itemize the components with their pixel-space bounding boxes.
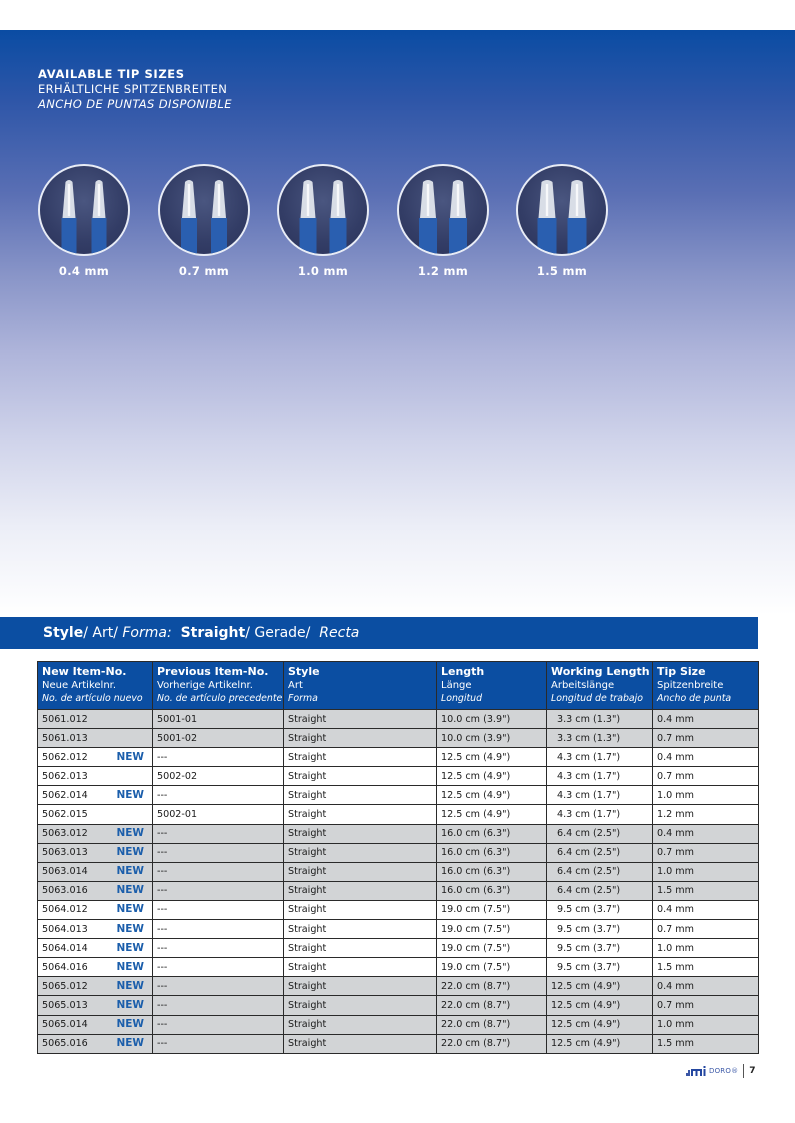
new-badge: NEW [116, 941, 144, 954]
cell-length: 12.5 cm (4.9") [437, 805, 547, 824]
cell-working-length: 4.3 cm (1.7") [547, 767, 653, 786]
cell-working-length: 4.3 cm (1.7") [547, 805, 653, 824]
header-style: Style Art Forma [284, 662, 437, 710]
cell-length: 12.5 cm (4.9") [437, 786, 547, 805]
cell-new-item-no: 5062.015 [38, 805, 153, 824]
cell-tip-size: 0.7 mm [653, 920, 759, 939]
new-badge: NEW [116, 884, 144, 897]
table-row [38, 958, 759, 977]
tip-item [277, 164, 369, 278]
tip-label: 0.7 mm [178, 264, 230, 278]
cell-new-item-no: NEW 5064.014 [38, 939, 153, 958]
brand-logo-text: DORO® [709, 1067, 739, 1075]
cell-new-item-no: 5061.012 [38, 710, 153, 729]
cell-working-length: 6.4 cm (2.5") [547, 862, 653, 881]
tweezer-tip-1-2-image [397, 164, 489, 256]
cell-tip-size: 0.4 mm [653, 710, 759, 729]
new-badge: NEW [116, 903, 144, 916]
new-badge: NEW [116, 865, 144, 878]
cell-style: Straight [284, 1034, 437, 1053]
tip-label: 1.0 mm [297, 264, 349, 278]
cell-working-length: 6.4 cm (2.5") [547, 843, 653, 862]
cell-previous-item-no: 5001-01 [153, 710, 284, 729]
cell-tip-size: 0.7 mm [653, 843, 759, 862]
cell-length: 16.0 cm (6.3") [437, 881, 547, 900]
tip-label: 0.4 mm [58, 264, 110, 278]
cell-style: Straight [284, 1015, 437, 1034]
tip-item [397, 164, 489, 278]
cell-style: Straight [284, 729, 437, 748]
cell-length: 16.0 cm (6.3") [437, 843, 547, 862]
cell-tip-size: 0.4 mm [653, 824, 759, 843]
banner-value-es: Recta [319, 625, 360, 641]
cell-length: 22.0 cm (8.7") [437, 1034, 547, 1053]
cell-previous-item-no: --- [153, 1034, 284, 1053]
cell-length: 16.0 cm (6.3") [437, 824, 547, 843]
heading-es: ANCHO DE PUNTAS DISPONIBLE [38, 97, 232, 111]
tweezer-tip-1-5-image [516, 164, 608, 256]
cell-working-length: 3.3 cm (1.3") [547, 710, 653, 729]
cell-tip-size: 1.0 mm [653, 786, 759, 805]
cell-previous-item-no: --- [153, 958, 284, 977]
cell-length: 10.0 cm (3.9") [437, 710, 547, 729]
cell-new-item-no: NEW 5062.012 [38, 748, 153, 767]
banner-style-es: Forma: [122, 625, 172, 641]
new-badge: NEW [116, 846, 144, 859]
banner-style-en: Style [43, 625, 84, 641]
cell-tip-size: 0.7 mm [653, 996, 759, 1015]
cell-tip-size: 0.7 mm [653, 767, 759, 786]
cell-style: Straight [284, 996, 437, 1015]
cell-length: 12.5 cm (4.9") [437, 748, 547, 767]
cell-working-length: 4.3 cm (1.7") [547, 786, 653, 805]
cell-previous-item-no: --- [153, 939, 284, 958]
cell-new-item-no: 5061.013 [38, 729, 153, 748]
cell-previous-item-no: 5001-02 [153, 729, 284, 748]
cell-new-item-no: NEW 5063.012 [38, 824, 153, 843]
table-row [38, 843, 759, 862]
cell-previous-item-no: --- [153, 1015, 284, 1034]
banner-value-en: Straight [180, 625, 246, 641]
product-table [37, 661, 759, 1054]
cell-previous-item-no: --- [153, 843, 284, 862]
table-row [38, 900, 759, 919]
table-row [38, 767, 759, 786]
new-badge: NEW [116, 1018, 144, 1031]
table-row [38, 996, 759, 1015]
tweezer-tip-0-7-image [158, 164, 250, 256]
tip-item [516, 164, 608, 278]
cell-tip-size: 0.4 mm [653, 900, 759, 919]
cell-working-length: 4.3 cm (1.7") [547, 748, 653, 767]
cell-style: Straight [284, 767, 437, 786]
tip-label: 1.2 mm [417, 264, 469, 278]
cell-length: 22.0 cm (8.7") [437, 977, 547, 996]
table-row [38, 729, 759, 748]
page-footer [686, 1063, 756, 1079]
cell-length: 19.0 cm (7.5") [437, 958, 547, 977]
new-badge: NEW [116, 960, 144, 973]
cell-new-item-no: NEW 5064.013 [38, 920, 153, 939]
cell-new-item-no: NEW 5065.012 [38, 977, 153, 996]
table-row [38, 710, 759, 729]
cell-tip-size: 1.0 mm [653, 939, 759, 958]
heading-en: AVAILABLE TIP SIZES [38, 67, 185, 81]
cell-working-length: 3.3 cm (1.3") [547, 729, 653, 748]
new-badge: NEW [116, 750, 144, 763]
page-number: 7 [749, 1066, 756, 1076]
cell-length: 16.0 cm (6.3") [437, 862, 547, 881]
table-header-row [38, 662, 759, 710]
cell-working-length: 12.5 cm (4.9") [547, 996, 653, 1015]
cell-new-item-no: NEW 5065.014 [38, 1015, 153, 1034]
cell-working-length: 12.5 cm (4.9") [547, 977, 653, 996]
header-length: Length Länge Longitud [437, 662, 547, 710]
cell-new-item-no: NEW 5063.016 [38, 881, 153, 900]
tweezer-tip-0-4-image [38, 164, 130, 256]
cell-new-item-no: NEW 5065.016 [38, 1034, 153, 1053]
header-new-item-no: New Item-No. Neue Artikelnr. No. de artículo nuevo [38, 662, 153, 710]
cell-style: Straight [284, 805, 437, 824]
cell-style: Straight [284, 843, 437, 862]
cell-previous-item-no: --- [153, 824, 284, 843]
new-badge: NEW [116, 922, 144, 935]
cell-new-item-no: NEW 5065.013 [38, 996, 153, 1015]
cell-tip-size: 1.2 mm [653, 805, 759, 824]
tip-sizes-heading [38, 67, 232, 112]
cell-new-item-no: NEW 5064.016 [38, 958, 153, 977]
table-row [38, 862, 759, 881]
new-badge: NEW [116, 998, 144, 1011]
cell-previous-item-no: --- [153, 748, 284, 767]
cell-working-length: 9.5 cm (3.7") [547, 958, 653, 977]
cell-style: Straight [284, 710, 437, 729]
tip-item [38, 164, 130, 278]
cell-length: 19.0 cm (7.5") [437, 920, 547, 939]
new-badge: NEW [116, 1037, 144, 1050]
cell-style: Straight [284, 958, 437, 977]
cell-working-length: 9.5 cm (3.7") [547, 900, 653, 919]
table-row [38, 824, 759, 843]
new-badge: NEW [116, 788, 144, 801]
cell-new-item-no: NEW 5062.014 [38, 786, 153, 805]
cell-previous-item-no: 5002-01 [153, 805, 284, 824]
cell-tip-size: 1.0 mm [653, 862, 759, 881]
cell-tip-size: 1.5 mm [653, 1034, 759, 1053]
table-row [38, 1015, 759, 1034]
cell-previous-item-no: 5002-02 [153, 767, 284, 786]
brand-logo-icon [686, 1065, 708, 1077]
tip-size-gallery [0, 164, 795, 294]
table-row [38, 748, 759, 767]
table-row [38, 1034, 759, 1053]
hero-gradient-panel [0, 30, 795, 615]
cell-new-item-no: 5062.013 [38, 767, 153, 786]
header-previous-item-no: Previous Item-No. Vorherige Artikelnr. No. de artículo precedente [153, 662, 284, 710]
cell-tip-size: 1.5 mm [653, 881, 759, 900]
cell-length: 19.0 cm (7.5") [437, 939, 547, 958]
cell-working-length: 6.4 cm (2.5") [547, 824, 653, 843]
banner-value-de: / Gerade/ [245, 625, 315, 641]
cell-working-length: 12.5 cm (4.9") [547, 1015, 653, 1034]
style-banner [0, 617, 758, 649]
cell-length: 12.5 cm (4.9") [437, 767, 547, 786]
cell-tip-size: 0.4 mm [653, 977, 759, 996]
new-badge: NEW [116, 827, 144, 840]
cell-working-length: 9.5 cm (3.7") [547, 920, 653, 939]
cell-previous-item-no: --- [153, 920, 284, 939]
cell-previous-item-no: --- [153, 881, 284, 900]
cell-previous-item-no: --- [153, 996, 284, 1015]
cell-style: Straight [284, 920, 437, 939]
cell-length: 19.0 cm (7.5") [437, 900, 547, 919]
cell-style: Straight [284, 939, 437, 958]
header-tip-size: Tip Size Spitzenbreite Ancho de punta [653, 662, 759, 710]
cell-new-item-no: NEW 5063.014 [38, 862, 153, 881]
table-row [38, 786, 759, 805]
footer-divider [743, 1064, 744, 1078]
cell-tip-size: 1.0 mm [653, 1015, 759, 1034]
heading-de: ERHÄLTLICHE SPITZENBREITEN [38, 82, 228, 96]
cell-style: Straight [284, 748, 437, 767]
new-badge: NEW [116, 979, 144, 992]
cell-previous-item-no: --- [153, 786, 284, 805]
header-working-length: Working Length Arbeitslänge Longitud de trabajo [547, 662, 653, 710]
cell-style: Straight [284, 786, 437, 805]
cell-style: Straight [284, 824, 437, 843]
tip-label: 1.5 mm [536, 264, 588, 278]
cell-style: Straight [284, 977, 437, 996]
banner-style-de: / Art/ [83, 625, 123, 641]
table-row [38, 977, 759, 996]
cell-working-length: 9.5 cm (3.7") [547, 939, 653, 958]
table-row [38, 920, 759, 939]
tip-item [158, 164, 250, 278]
cell-length: 22.0 cm (8.7") [437, 1015, 547, 1034]
cell-working-length: 6.4 cm (2.5") [547, 881, 653, 900]
cell-tip-size: 0.7 mm [653, 729, 759, 748]
table-row [38, 939, 759, 958]
cell-style: Straight [284, 900, 437, 919]
table-row [38, 881, 759, 900]
cell-previous-item-no: --- [153, 900, 284, 919]
cell-length: 22.0 cm (8.7") [437, 996, 547, 1015]
cell-previous-item-no: --- [153, 977, 284, 996]
cell-tip-size: 0.4 mm [653, 748, 759, 767]
cell-tip-size: 1.5 mm [653, 958, 759, 977]
cell-style: Straight [284, 862, 437, 881]
cell-previous-item-no: --- [153, 862, 284, 881]
cell-new-item-no: NEW 5063.013 [38, 843, 153, 862]
table-row [38, 805, 759, 824]
cell-style: Straight [284, 881, 437, 900]
cell-new-item-no: NEW 5064.012 [38, 900, 153, 919]
cell-working-length: 12.5 cm (4.9") [547, 1034, 653, 1053]
cell-length: 10.0 cm (3.9") [437, 729, 547, 748]
tweezer-tip-1-0-image [277, 164, 369, 256]
